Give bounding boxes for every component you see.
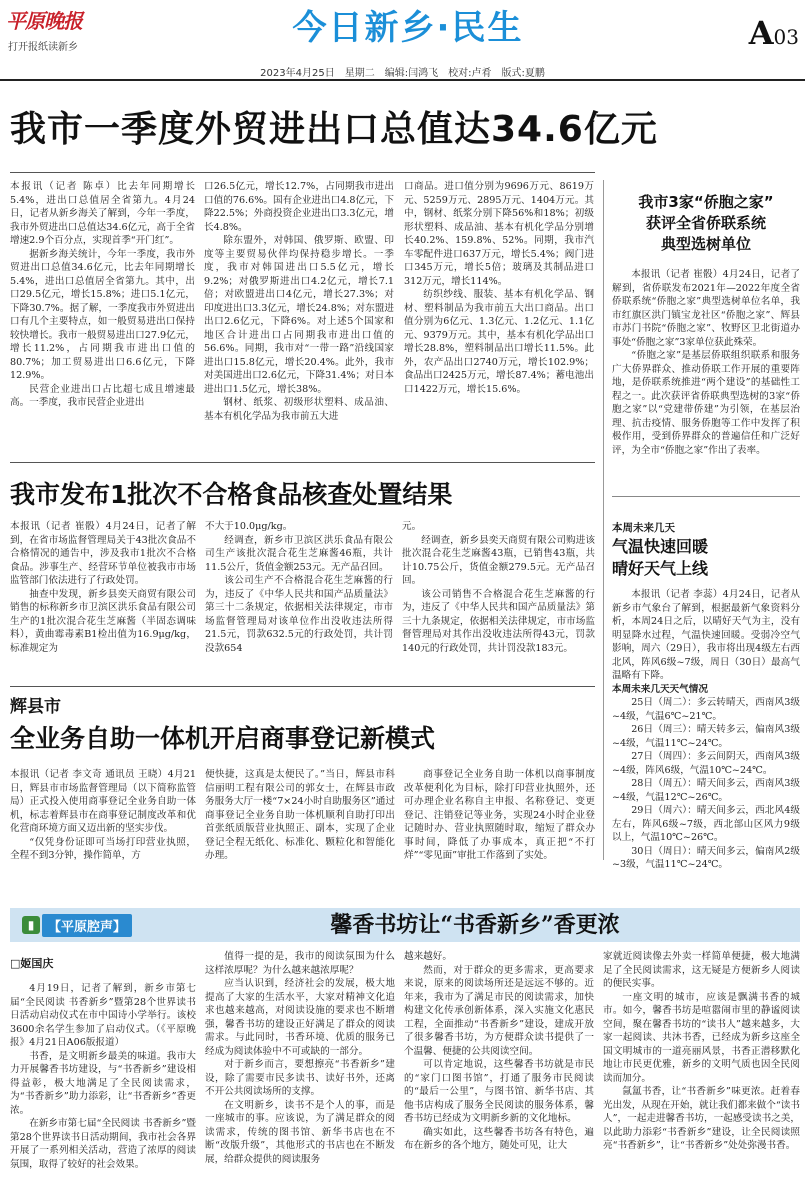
column-para: 4月19日，记者了解到，新乡市第七届“全民阅读 书香新乡”暨第28个世界读书日活动启动仪式在市中国诗小学举行。该校3600余名学生参加了启动仪式。（《平原晚报》4月21日A06版报道）	[10, 983, 196, 1048]
lead-para: 钢材、纸浆、初级形状塑料、成品油、基本有机化学品为我市前五大进	[204, 397, 394, 422]
column-headline: 馨香书坊让“书香新乡”香更浓	[330, 912, 620, 938]
side1-para: 本报讯（记者 崔骰）4月24日，记者了解到，省侨联发布2021年—2022年度全省侨联系统“侨胞之家”典型选树单位名单，我市红旗区洪门镇宝龙社区“侨胞之家”、辉县市苏门书院“侨胞之家”、牧野区卫北街道办事处“侨胞之家”3家单位获此殊荣。	[612, 269, 800, 348]
side-divider	[603, 180, 604, 860]
huixian-para: 商事登记全业务自助一体机以商事制度改革便利化为目标，除打印营业执照外，还可办理企业名称自主申报、名称登记、变更登记、注销登记等业务，实现24小时企业登记随时办、营业执照随时取，缩短了群众办事时间，降低了办事成本，真正把“不打烊”“零见面”审批工作落到了实处。	[404, 769, 595, 861]
lead-col-3	[404, 180, 594, 452]
date-line: 2023年4月25日 星期二 编辑:闫鸿飞 校对:卢肴 版式:夏鹏	[260, 68, 545, 79]
side1-headline-line: 典型选树单位	[660, 235, 751, 253]
side1-para: “侨胞之家”是基层侨联组织联系和服务广大侨界群众、推动侨联工作开展的重要阵地，是侨联系统推进“两个建设”的基础性工程之一。此次获评省侨联典型选树的3家“侨胞之家”以“党建带侨建”为引领，在基层治理、抗击疫情、服务侨胞等工作中发挥了积极作用，受到侨界群众的普遍信任和广泛好评，为全市“侨胞之家”作出了表率。	[612, 350, 800, 456]
huixian-headline: 全业务自助一体机开启商事登记新模式	[10, 724, 436, 753]
column-para: 对于新乡而言，要想擦亮“书香新乡”建设，除了需要市民多读书、读好书外，还离不开公共阅读场所的支撑。	[205, 1059, 395, 1097]
column-para: 在文明新乡，读书不是个人的事，而是一座城市的事。应该说，为了满足群众的阅读需求，传统的图书馆、新华书店也在不断“改版升级”，其他形式的书店也在不断发展，给群众提供的阅读服务	[205, 1099, 395, 1165]
column-tag	[22, 913, 132, 937]
huixian-para: “仅凭身份证即可当场打印营业执照，全程不到3分钟，操作简单，方	[10, 836, 196, 861]
lead-para: 口26.5亿元，增长12.7%，占同期我市进出口值的76.6%。国有企业进出口4.8亿元，下降22.5%；外商投资企业进出口3.3亿元，增长4.8%。	[204, 181, 394, 233]
huixian-para: 便快捷，这真是太便民了。”当日，辉县市科信丽明工程有限公司的郭女士，在辉县市政务服务大厅一楼“7×24小时自助服务区”通过商事登记全业务自助一体机顺利自助打印出首张纸质版营业执照正、副本，实现了企业登记全程无纸化、标准化、颗粒化和智能化办理。	[205, 769, 395, 861]
weather-para: 本报讯（记者 李蕊）4月24日，记者从新乡市气象台了解到，根据最新气象资料分析，本周24日之后，以晴好天气为主，没有明显降水过程，气温快速回暖。受弱冷空气影响，周六（29日），我市将出现4级左右西北风，阵风6级~7级，周日（30日）最高气温略有下降。	[612, 589, 800, 681]
column-para: 确实如此，这些馨香书坊各有特色，遍布在新乡的各个地方，随处可见，让大	[404, 1126, 594, 1151]
column-para: 可以肯定地说，这些馨香书坊就是市民的“家门口图书馆”，打通了服务市民阅读的“最后一公里”，与图书馆、新华书店、其他书店构成了服务全民阅读的服务体系，馨香书坊已经成为文明新乡新的文化地标。	[404, 1059, 594, 1124]
food-para: 经调查，新乡县奕天商贸有限公司购进该批次混合花生芝麻酱43瓶，已销售43瓶，共计10.75公斤，货值金额279.5元。无产品召回。	[402, 534, 595, 586]
huixian-rule	[10, 686, 595, 687]
food-col-2	[205, 520, 393, 680]
section-title: 今日新乡·民生	[292, 8, 524, 48]
huixian-col-3	[404, 768, 595, 868]
lead-para: 民营企业进出口占比超七成且增速最高。一季度，我市民营企业进出	[10, 383, 195, 408]
side1-headline-line: 获评全省侨联系统	[645, 214, 766, 232]
weather-kicker: 本周未来几天	[612, 522, 675, 534]
masthead-rule	[0, 79, 805, 81]
column-para: 应当认识到，经济社会的发展，极大地提高了大家的生活水平，大家对精神文化追求也越来越高，对阅读设施的要求也不断增强，馨香书坊的建设正好满足了群众的阅读需求。与此同时，书香环境、优质的服务已经成为阅读体验中不可或缺的一部分。	[205, 978, 395, 1057]
weather-day: 29日（周六）：晴天间多云，西北风4级左右，阵风6级~7级，西北部山区风力9级以上，气温10℃~26℃。	[612, 805, 800, 843]
column-para: 值得一提的是，我市的阅读氛围为什么这样浓厚呢？为什么越来越浓厚呢？	[205, 951, 395, 976]
weather-headline-line: 气温快速回暖	[612, 537, 709, 556]
column-para: 氤氲书香，让“书香新乡”味更浓。赶着春光出发，从现在开始，就让我们都来做个“读书人”，一起走进馨香书坊，一起感受读书之美，以此助力添彩“书香新乡”建设，让全民阅读照亮“书香新乡”，让“书香新乡”处处弥漫书香。	[603, 1086, 800, 1151]
food-col-3	[402, 520, 595, 680]
lead-para: 纺织纱线、服装、基本有机化学品、钢材、塑料制品为我市前五大出口商品。出口值分别为6亿元、1.3亿元、1.2亿元、1.1亿元、9379万元。其中，基本有机化学品出口增长28.8%，塑料制品出口增长11.5%。此外，农产品出口2740万元，增长102.9%；食品出口2425万元，增长87.4%；蓄电池出口1422万元，增长15.6%。	[404, 289, 594, 395]
lead-para: 除东盟外，对韩国、俄罗斯、欧盟、印度等主要贸易伙伴均保持稳步增长。一季度，我市对韩国进出口5.5亿元，增长9.2%；对俄罗斯进出口4.2亿元，增长7.1倍；对欧盟进出口4亿元，增长27.3%；对印度进出口3.3亿元，增长24.8%；对东盟进出口2.6亿元，下降6%。对上述5个国家和地区合计进出口占同期我市进出口值的56.6%。同期，我市对“一带一路”沿线国家进出口15.8亿元，增长20.4%。此外，我市对美国进出口2.6亿元，下降31.4%；对日本进出口1.5亿元，增长38%。	[204, 235, 394, 395]
food-rule	[10, 462, 595, 463]
column-tag-label: 【平原腔声】	[42, 914, 132, 937]
lead-rule	[10, 172, 595, 173]
column-para: 家就近阅读像去外卖一样简单便捷，极大地满足了全民阅读需求，这无疑是方便新乡人阅读的便民实事。	[603, 951, 800, 989]
food-para: 不大于10.0μg/kg。	[205, 521, 293, 532]
column-col-2	[205, 950, 395, 1196]
lead-para: 据新乡海关统计，今年一季度，我市外贸进出口总值34.6亿元，比去年同期增长5.4%，进出口总值居全省第九。其中，出口29.5亿元，增长15.8%；进口5.1亿元，下降30.7%。据了解，一季度我市外贸进出口有几个主要特点，如一般贸易进出口保持较快增长。我市一般贸易进出口27.9亿元，增长11.2%，占同期我市进出口值的80.7%；加工贸易进出口6.6亿元，下降12.9%。	[10, 248, 195, 381]
huixian-kicker: 辉县市	[10, 697, 61, 717]
book-icon: ▮	[22, 916, 40, 934]
weather-headline	[612, 536, 800, 580]
page-number	[749, 14, 799, 52]
huixian-col-2	[205, 768, 395, 868]
food-headline: 我市发布1批次不合格食品核查处置结果	[10, 480, 453, 509]
page-letter: A	[748, 14, 774, 52]
weather-headline-line: 晴好天气上线	[612, 559, 709, 578]
column-author: □姬国庆	[10, 957, 54, 970]
column-col-3	[404, 950, 594, 1196]
food-para: 抽查中发现，新乡县奕天商贸有限公司销售的标称新乡市卫滨区洪乐食品有限公司生产的1批次混合花生芝麻酱（半固态调味料），黄曲霉毒素B1检出值为16.9μg/kg，标准规定为	[10, 588, 196, 654]
side1-headline-line: 我市3家“侨胞之家”	[638, 193, 774, 211]
column-para: 一座文明的城市，应该是飘满书香的城市。如今，馨香书坊是喧嚣闹市里的静谧阅读空间，聚在馨香书坊的“读书人”越来越多，大家一起阅读、共沐书香，已经成为新乡这座全国文明城市的一道亮丽风景，书香正潜移默化地让市民更优雅，新乡的文明气质也因全民阅读而加分。	[603, 991, 800, 1084]
lead-para: 口商品。进口值分别为9696万元、8619万元、5259万元、2895万元、1404万元。其中，钢材、纸浆分别下降56%和18%；初级形状塑料、成品油、基本有机化学品分别增长40.2%、159.8%、52%。同期，我市汽车零配件进口637万元，增长5.4%；阀门进口345万元，增长5倍；玻璃及其制品进口312万元，增长114%。	[404, 181, 594, 287]
lead-headline: 我市一季度外贸进出口总值达34.6亿元	[10, 109, 658, 150]
food-para: 该公司销售不合格混合花生芝麻酱的行为，违反了《中华人民共和国产品质量法》第三十九条规定，依据相关法律规定，市市场监督管理局对其作出没收违法所得43元，罚款140元的行政处罚，共计罚没款183元。	[402, 588, 595, 654]
lead-col-2	[204, 180, 394, 452]
weather-day: 30日（周日）：晴天间多云，偏南风2级~3级，气温11℃~24℃。	[612, 845, 800, 870]
weather-day: 25日（周二）：多云转晴天，西南风3级~4级，气温6℃~21℃。	[612, 697, 800, 722]
side1-body	[612, 268, 800, 490]
food-para: 本报讯（记者 崔骰）4月24日，记者了解到，在省市场监督管理局关于43批次食品不合格情况的通告中，涉及我市1批次不合格食品。涉事生产、经营环节单位被我市市场监管部门依法进行了行政处罚。	[10, 521, 196, 586]
side-rule	[612, 496, 800, 497]
page-num: 03	[773, 25, 799, 49]
column-para: 书香，是文明新乡最美的味道。我市大力开展馨香书坊建设，与“书香新乡”建设相得益彰，极大地满足了全民阅读需求，为“书香新乡”助力添彩，让“书香新乡”香更浓。	[10, 1050, 196, 1116]
lead-para: 本报讯（记者 陈卓）比去年同期增长5.4%，进出口总值居全省第九。4月24日，记者从新乡海关了解到，今年一季度，我市外贸进出口总值达34.6亿元，高于全省增速2.9个百分点，实现首季“开门红”。	[10, 181, 195, 246]
huixian-col-1	[10, 768, 196, 868]
food-para: 元。	[402, 521, 422, 532]
weather-day: 28日（周五）：晴天间多云，西南风3级~4级，气温12℃~26℃。	[612, 778, 800, 803]
newspaper-logo: 平原晚报	[6, 9, 82, 33]
column-col-1	[10, 982, 196, 1196]
masthead	[0, 0, 805, 79]
food-para: 经调查，新乡市卫滨区洪乐食品有限公司生产该批次混合花生芝麻酱46瓶，共计11.5公斤，货值金额253元。无产品召回。	[205, 534, 393, 573]
lead-col-1	[10, 180, 195, 452]
column-para: 在新乡市第七届“全民阅读 书香新乡”暨第28个世界读书日活动期间，我市社会各界开展了一系列相关活动，营造了浓厚的阅读氛围，取得了较好的社会效果。	[10, 1118, 196, 1170]
column-col-4	[603, 950, 800, 1196]
newspaper-tagline: 打开报纸读新乡	[8, 42, 78, 53]
weather-day: 27日（周四）：多云间阴天，西南风3级~4级，阵风6级，气温10℃~24℃。	[612, 751, 800, 776]
column-para: 然而，对于群众的更多需求，更高要求来说，原来的阅读场所还是远远不够的。近年来，我市为了满足市民的阅读需求，加快构建文化传承创新体系，深入实施文化惠民工程，全面推动“书香新乡”建设，建成开放了很多馨香书坊，为方便群众读书提供了一个温馨、便捷的公共阅读空间。	[404, 964, 594, 1057]
weather-forecast-title: 本周未来几天天气情况	[612, 683, 708, 695]
side1-headline	[612, 192, 800, 255]
huixian-para: 本报讯（记者 李文奇 通讯员 王晓）4月21日，辉县市市场监督管理局（以下简称监管局）正式投入使用商事登记全业务自助一体机，标志着辉县市在商事登记制度改革和优化营商环境方面又迈出新的坚实步伐。	[10, 769, 196, 834]
food-col-1	[10, 520, 196, 680]
food-para: 该公司生产不合格混合花生芝麻酱的行为，违反了《中华人民共和国产品质量法》第三十二条规定，依据相关法律规定，市市场监督管理局对该单位作出没收违法所得21.5元，罚款632.5元的行政处罚，共计罚没款654	[205, 575, 393, 654]
column-para: 越来越好。	[404, 951, 452, 962]
weather-body	[612, 588, 800, 878]
weather-day: 26日（周三）：晴天转多云，偏南风3级~4级，气温11℃~24℃。	[612, 724, 800, 749]
